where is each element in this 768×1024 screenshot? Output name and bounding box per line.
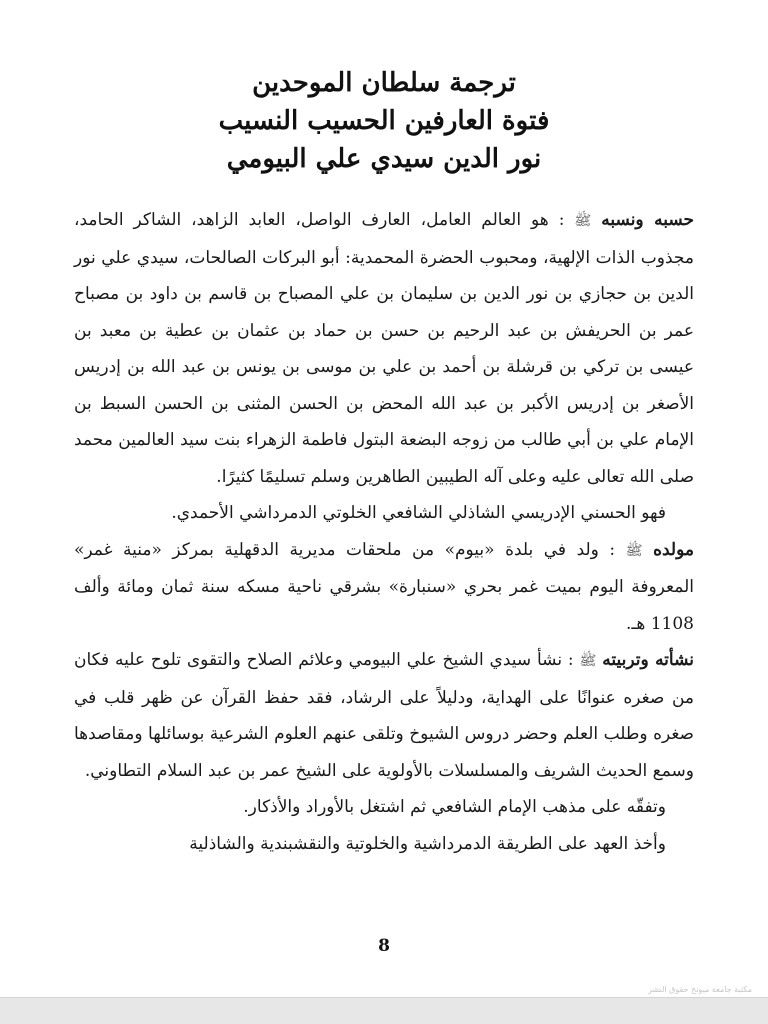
fiqh-paragraph: وتفقّه على مذهب الإمام الشافعي ثم اشتغل بالأوراد والأذكار. (243, 797, 666, 817)
title-block (74, 64, 694, 178)
title-line-1: ترجمة سلطان الموحدين (252, 68, 516, 98)
lineage-text: : هو العالم العامل، العارف الواصل، العابد الزاهد، الشاكر الحامد، مجذوب الذات الإلهية، ومحبوب الحضرة المحمدية: أبو البركات الصالحات، سيدي علي نور الدين بن حجازي بن نور الدين بن سليمان بن علي المصباح بن قاسم بن داود بن مصباح عمر بن الحريفش بن عبد الرحيم بن حسن بن حماد بن عثمان بن عطية بن معبد بن عيسى بن تركي بن قرشلة بن أحمد بن علي بن موسى بن يونس بن عبد الله بن إدريس الأصغر بن إدريس الأكبر بن عبد الله المحض بن الحسن المثنى بن الحسن السبط بن الإمام علي بن أبي طالب من زوجه البضعة البتول فاطمة الزهراء بنت سيد العالمين محمد صلى الله تعالى عليه وعلى آله الطيبين الطاهرين وسلم تسليمًا كثيرًا. (74, 210, 694, 487)
page-bottom-edge (0, 997, 768, 1024)
upbringing-paragraph (74, 642, 694, 789)
upbringing-heading: نشأته وتربيته (602, 650, 694, 670)
document-page (74, 64, 694, 862)
title-line-3: نور الدين سيدي علي البيومي (226, 144, 542, 174)
lineage-paragraph (74, 202, 694, 495)
title-line-2: فتوة العارفين الحسيب النسيب (218, 106, 550, 136)
watermark: مكتبة جامعة ميونخ حقوق النشر (648, 985, 752, 994)
covenant-paragraph: وأخذ العهد على الطريقة الدمرداشية والخلوتية والنقشبندية والشاذلية (189, 833, 666, 854)
honorific-seal-icon: ﷺ (579, 653, 597, 669)
lineage-heading: حسبه ونسبه (601, 210, 695, 230)
upbringing-text: : نشأ سيدي الشيخ علي البيومي وعلائم الصلاح والتقوى تلوح عليه فكان من صغره عنوانًا على الهداية، ودليلاً على الرشاد، فقد حفظ القرآن عن ظهر قلب في صغره وطلب العلم وحضر دروس الشيوخ وتلقى عنهم العلوم الشرعية بوسائلها ومقاصدها وسمع الحديث الشريف والمسلسلات بالأولوية على الشيخ عمر بن عبد السلام التطاوني. (74, 650, 694, 781)
page-number: 8 (378, 936, 390, 956)
honorific-seal-icon: ﷺ (625, 542, 643, 559)
birth-heading: مولده (653, 539, 694, 560)
affiliation-paragraph: فهو الحسني الإدريسي الشاذلي الشافعي الخلوتي الدمرداشي الأحمدي. (171, 503, 666, 523)
birth-paragraph (74, 532, 694, 643)
birth-text: : ولد في بلدة «بيوم» من ملحقات مديرية الدقهلية بمركز «منية غمر» المعروفة اليوم بميت غمر بحري «سنبارة» بشرقي ناحية مسكه سنة ثمان ومائة وألف 1108 هـ. (74, 539, 694, 634)
honorific-seal-icon: ﷺ (574, 213, 592, 229)
